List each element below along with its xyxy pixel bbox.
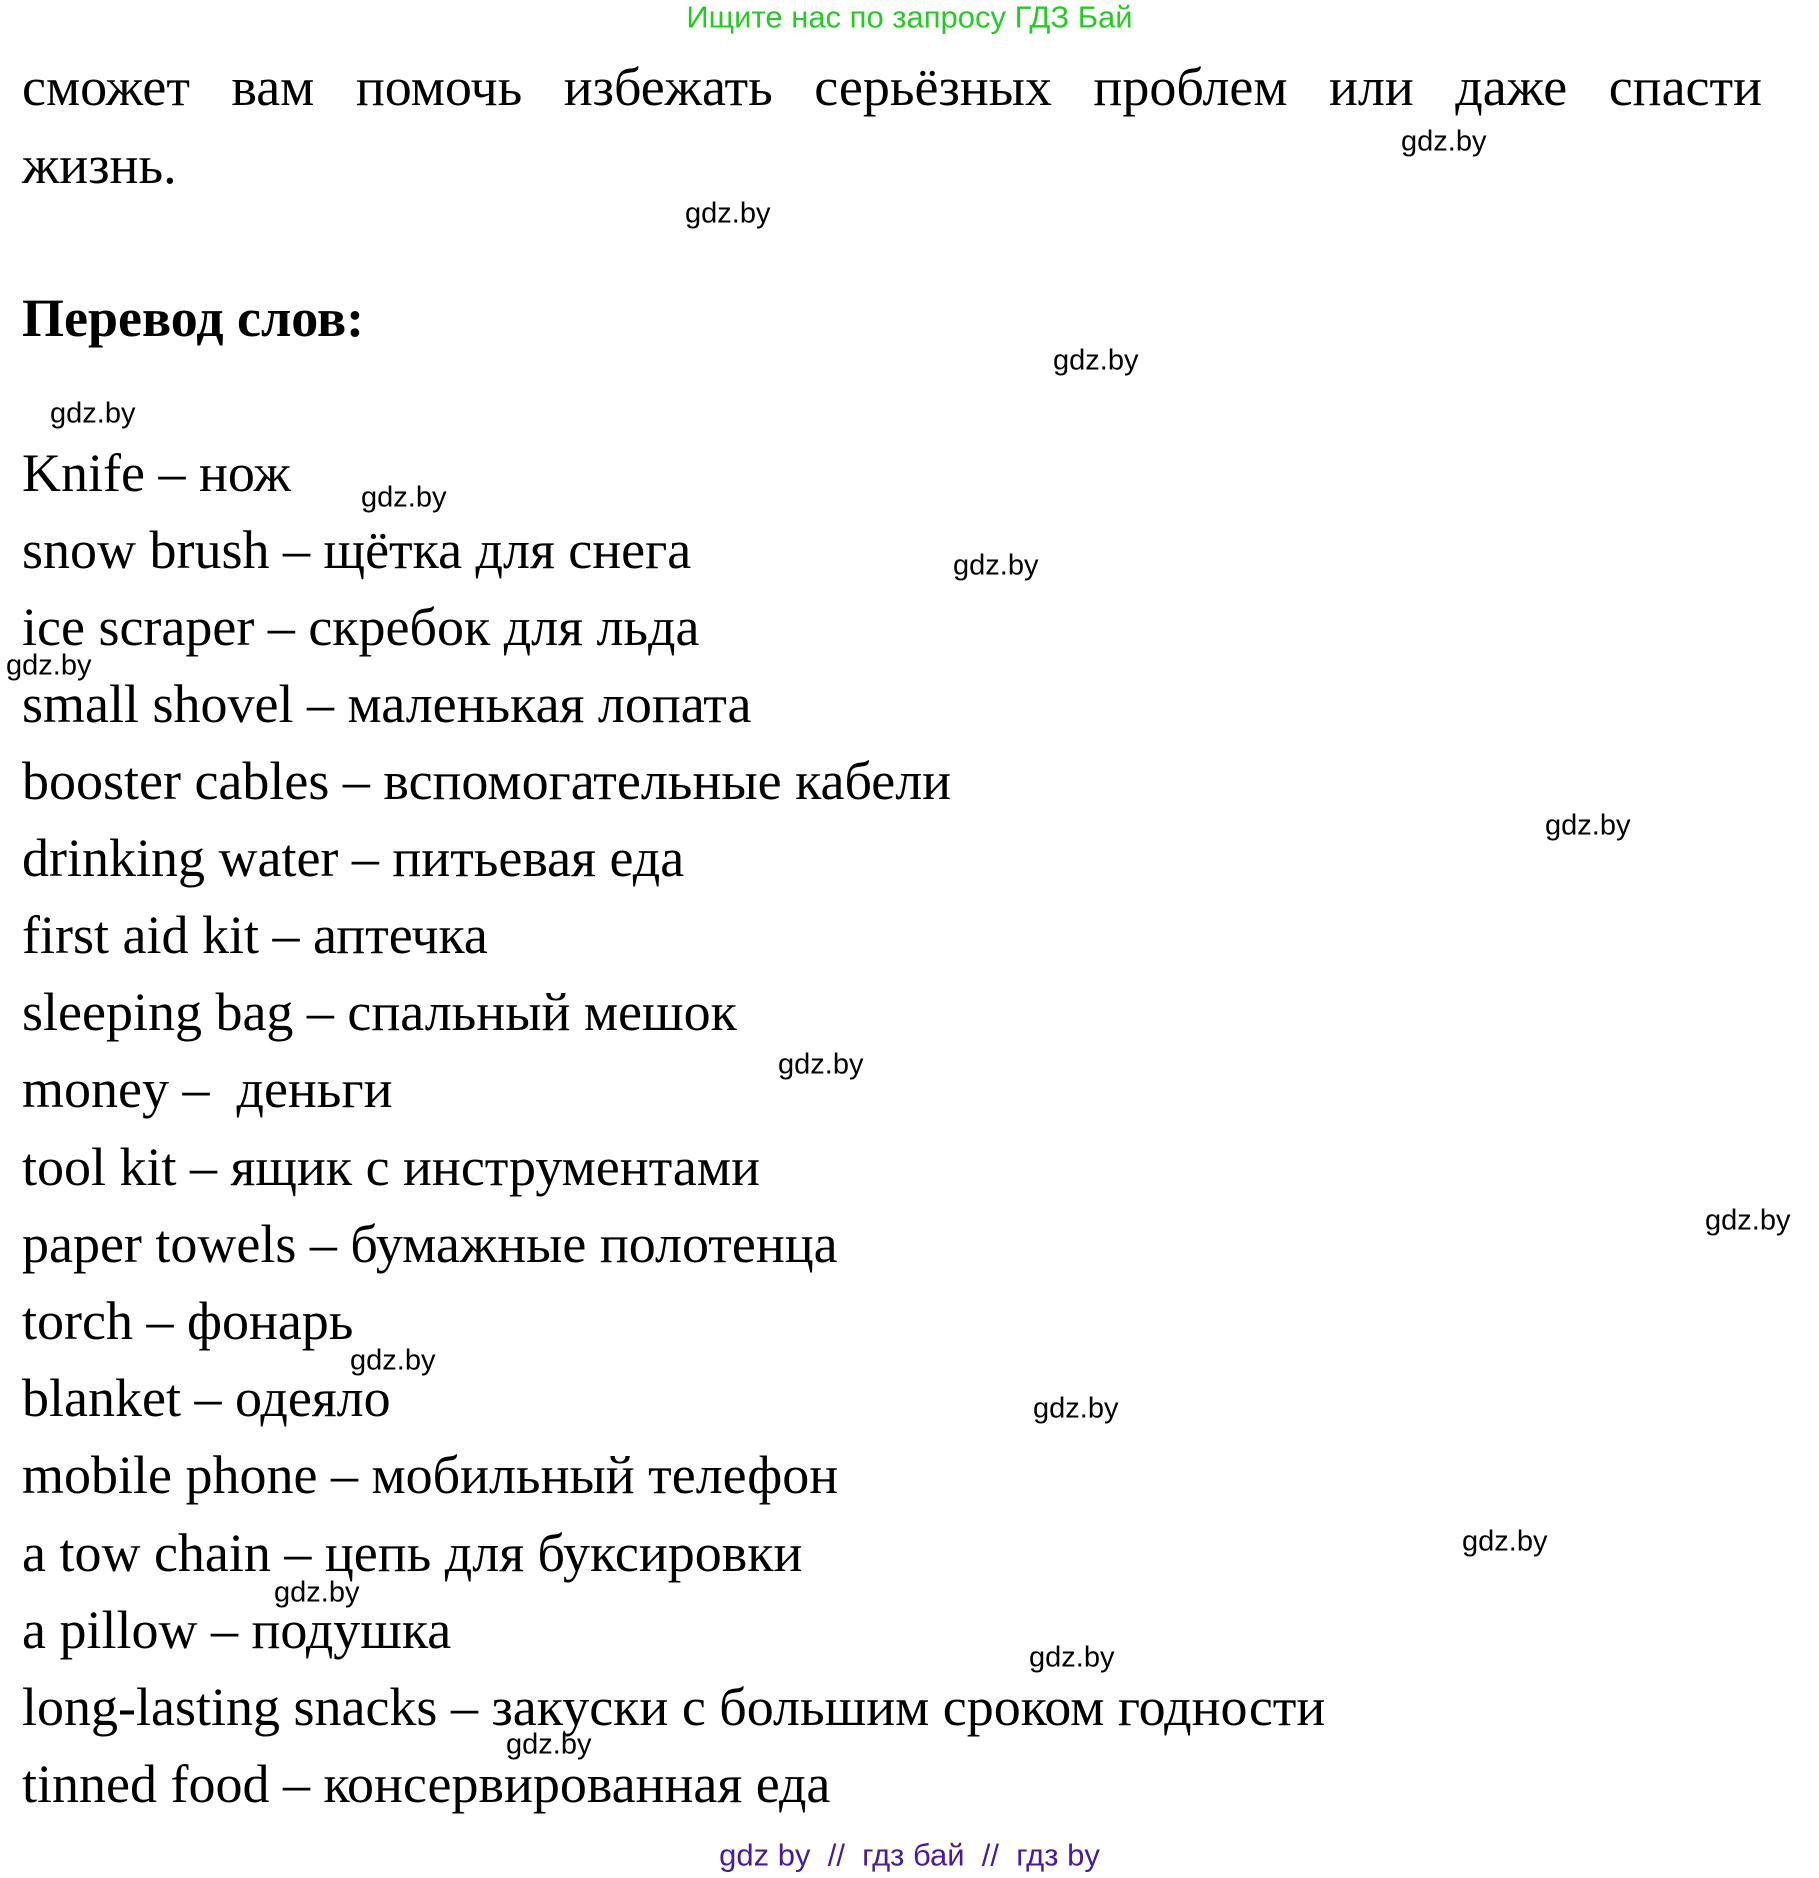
vocab-item: a tow chain – цепь для буксировки [22,1523,803,1583]
vocab-item: sleeping bag – спальный мешок [22,982,737,1042]
vocab-item: torch – фонарь [22,1291,354,1351]
footer-links: gdz by // гдз бай // гдз by [719,1837,1100,1873]
vocab-item: first aid kit – аптечка [22,905,488,965]
watermark: gdz.by [274,1576,360,1609]
watermark: gdz.by [6,649,92,682]
search-banner: Ищите нас по запросу ГДЗ Бай [686,0,1133,35]
vocab-item: Knife – нож [22,443,291,503]
vocab-item: snow brush – щётка для снега [22,520,692,580]
vocab-item: tool kit – ящик с инструментами [22,1137,760,1197]
vocab-item: booster cables – вспомогательные кабели [22,751,952,811]
watermark: gdz.by [1029,1641,1115,1674]
watermark: gdz.by [1545,809,1631,842]
vocab-item: blanket – одеяло [22,1368,391,1428]
watermark: gdz.by [506,1728,592,1761]
section-title: Перевод слов: [22,288,365,348]
watermark: gdz.by [1033,1392,1119,1425]
watermark: gdz.by [361,481,447,514]
watermark: gdz.by [778,1048,864,1081]
watermark: gdz.by [1705,1204,1791,1237]
vocab-item: long-lasting snacks – закуски с большим сроком годности [22,1677,1326,1737]
watermark: gdz.by [1401,125,1487,158]
vocab-item: paper towels – бумажные полотенца [22,1214,838,1274]
vocab-item: drinking water – питьевая еда [22,828,685,888]
vocab-item: tinned food – консервированная еда [22,1754,831,1814]
vocab-item: small shovel – маленькая лопата [22,674,752,734]
watermark: gdz.by [50,397,136,430]
vocab-item: ice scraper – скребок для льда [22,597,700,657]
vocab-item: mobile phone – мобильный телефон [22,1445,839,1505]
watermark: gdz.by [350,1344,436,1377]
watermark: gdz.by [953,549,1039,582]
paragraph-line-1: сможет вам помочь избежать серьёзных проблем или даже спасти [22,57,1762,117]
paragraph-line-2: жизнь. [22,135,177,195]
vocab-item: a pillow – подушка [22,1600,452,1660]
watermark: gdz.by [1462,1525,1548,1558]
watermark: gdz.by [1053,344,1139,377]
vocab-item: money – деньги [22,1059,393,1119]
watermark: gdz.by [685,197,771,230]
